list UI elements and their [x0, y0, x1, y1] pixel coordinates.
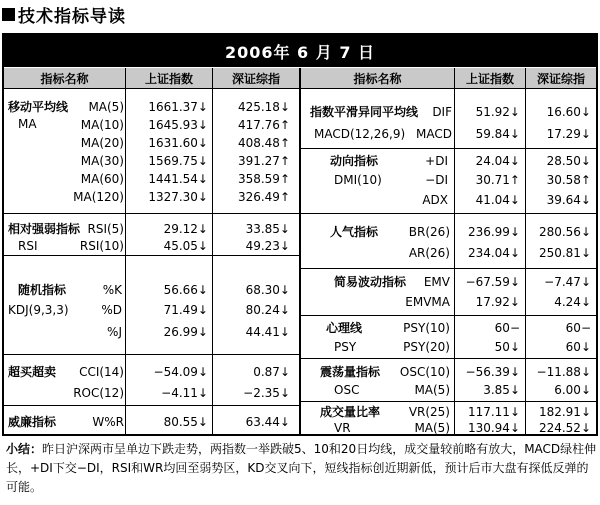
indicator-name: 威廉指标 — [8, 415, 57, 429]
grid-line — [300, 68, 301, 434]
shanghai-value: −56.39↓ — [465, 365, 520, 379]
shenzhen-value: 4.24↓ — [554, 295, 591, 309]
shenzhen-value: 6.00↓ — [554, 383, 591, 397]
shenzhen-value: 358.59↑ — [237, 172, 290, 186]
shenzhen-value: 28.50↓ — [546, 154, 591, 168]
header-indicator-name-right: 指标名称 — [301, 68, 454, 88]
shenzhen-value: 60↓ — [565, 340, 591, 354]
indicator-param: PSY(20) — [403, 340, 450, 354]
shanghai-value: 3.85↓ — [483, 383, 520, 397]
indicator-param: EMVMA — [405, 295, 450, 309]
shanghai-value: 1661.37↓ — [148, 100, 208, 114]
grid-line — [301, 213, 596, 214]
shanghai-value: 130.94↓ — [467, 421, 520, 435]
indicator-param: MA(10) — [80, 118, 124, 132]
shenzhen-value: 39.64↓ — [546, 193, 591, 207]
shanghai-value: 1645.93↓ — [148, 118, 208, 132]
shenzhen-value: 80.24↓ — [245, 303, 290, 317]
grid-line — [4, 255, 299, 256]
indicator-name: 相对强弱指标 — [8, 222, 81, 236]
shenzhen-value: 408.48↑ — [237, 136, 290, 150]
shenzhen-value: 60− — [565, 321, 591, 335]
shanghai-value: −54.09↓ — [153, 365, 208, 379]
indicator-name: 心理线 — [326, 321, 363, 335]
indicator-name: 随机指标 — [18, 283, 67, 297]
shenzhen-value: 224.52↓ — [538, 421, 591, 435]
shenzhen-value: 425.18↓ — [237, 100, 290, 114]
indicator-param: %J — [107, 325, 122, 339]
shanghai-value: 1569.75↓ — [148, 154, 208, 168]
indicator-param: %D — [101, 303, 122, 317]
shenzhen-value: 17.29↓ — [546, 127, 591, 141]
indicator-short: DMI(10) — [334, 173, 382, 187]
shenzhen-value: 44.41↓ — [245, 325, 290, 339]
shanghai-value: 51.92↓ — [475, 105, 520, 119]
shenzhen-value: 280.56↓ — [538, 225, 591, 239]
indicator-table — [2, 33, 598, 436]
shanghai-value: 59.84↓ — [475, 127, 520, 141]
indicator-name: 震荡量指标 — [320, 365, 381, 379]
grid-line — [301, 148, 596, 149]
indicator-param: RSI(10) — [79, 239, 124, 253]
indicator-param: MA(60) — [80, 172, 124, 186]
grid-line — [454, 68, 455, 434]
indicator-name: 动向指标 — [330, 154, 379, 168]
indicator-param: MA(5) — [88, 100, 124, 114]
shanghai-value: 30.71↑ — [475, 173, 520, 187]
indicator-param: DIF — [432, 105, 452, 119]
shenzhen-value: 49.23↓ — [245, 239, 290, 253]
indicator-short: VR — [334, 421, 351, 435]
shanghai-value: 56.66↓ — [163, 283, 208, 297]
title-square-icon — [2, 8, 15, 21]
indicator-param: BR(26) — [408, 225, 450, 239]
header-indicator-name-left: 指标名称 — [4, 68, 125, 88]
summary-label: 小结： — [6, 442, 43, 456]
grid-line — [301, 268, 596, 269]
shanghai-value: 80.55↓ — [163, 415, 208, 429]
shenzhen-value: 30.58↑ — [546, 173, 591, 187]
indicator-param: AR(26) — [408, 246, 450, 260]
grid-line — [125, 68, 126, 434]
indicator-param: PSY(10) — [403, 321, 450, 335]
indicator-short: PSY — [334, 340, 357, 354]
grid-line — [4, 213, 299, 214]
shanghai-value: 117.11↓ — [467, 405, 520, 419]
header-shenzhen-left: 深证综指 — [213, 68, 299, 88]
shanghai-value: −67.59↓ — [465, 275, 520, 289]
summary-paragraph — [6, 440, 598, 497]
shanghai-value: 17.92↓ — [475, 295, 520, 309]
shanghai-value: 29.12↓ — [163, 222, 208, 236]
grid-line — [4, 405, 299, 406]
indicator-param: OSC(10) — [399, 365, 450, 379]
indicator-param: −DI — [425, 173, 448, 187]
shanghai-value: 236.99↓ — [467, 225, 520, 239]
grid-line — [301, 315, 596, 316]
grid-line — [301, 358, 596, 359]
grid-line — [525, 68, 526, 434]
shenzhen-value: 33.85↓ — [245, 222, 290, 236]
shanghai-value: 234.04↓ — [467, 246, 520, 260]
indicator-name: 人气指标 — [330, 225, 379, 239]
shenzhen-value: −11.88↓ — [536, 365, 591, 379]
indicator-param: ADX — [422, 193, 448, 207]
indicator-name: 超买超卖 — [8, 365, 57, 379]
table-date: 2006年 6 月 7 日 — [4, 35, 596, 67]
header-shanghai-right: 上证指数 — [455, 68, 525, 88]
shanghai-value: 41.04↓ — [475, 193, 520, 207]
header-shanghai-left: 上证指数 — [126, 68, 212, 88]
indicator-param: EMV — [423, 275, 450, 289]
indicator-short: KDJ(9,3,3) — [8, 303, 69, 317]
shenzhen-value: 63.44↓ — [245, 415, 290, 429]
shenzhen-value: 16.60↓ — [546, 105, 591, 119]
indicator-param: CCI(14) — [79, 365, 124, 379]
indicator-name: 移动平均线 — [8, 100, 69, 114]
shenzhen-value: 250.81↓ — [538, 246, 591, 260]
page-title — [2, 1, 126, 27]
indicator-param: %K — [102, 283, 122, 297]
grid-line — [4, 354, 299, 355]
indicator-param: MA(30) — [80, 154, 124, 168]
shenzhen-value: 0.87↓ — [253, 365, 290, 379]
shanghai-value: 71.49↓ — [163, 303, 208, 317]
indicator-param: ROC(12) — [73, 386, 124, 400]
indicator-short: RSI — [18, 239, 38, 253]
page-title-text: 技术指标导读 — [18, 6, 126, 27]
shanghai-value: 1441.54↓ — [148, 172, 208, 186]
indicator-param: MA(20) — [80, 136, 124, 150]
shanghai-value: 50↓ — [494, 340, 520, 354]
indicator-param: MA(5) — [414, 421, 450, 435]
indicator-param: MA(120) — [73, 190, 124, 204]
shenzhen-value: −7.47↓ — [544, 275, 591, 289]
indicator-param: +DI — [425, 154, 448, 168]
shanghai-value: 24.04↓ — [475, 154, 520, 168]
shenzhen-value: 326.49↑ — [237, 190, 290, 204]
indicator-param: MA(5) — [414, 383, 450, 397]
shenzhen-value: 391.27↑ — [237, 154, 290, 168]
header-shenzhen-right: 深证综指 — [526, 68, 596, 88]
shenzhen-value: 182.91↓ — [538, 405, 591, 419]
indicator-name: 成交量比率 — [320, 405, 381, 419]
grid-line — [212, 68, 213, 434]
shanghai-value: −4.11↓ — [161, 386, 208, 400]
indicator-short: MA — [18, 117, 37, 131]
indicator-short: OSC — [334, 383, 360, 397]
indicator-param: VR(25) — [408, 405, 450, 419]
indicator-name: 指数平滑异同平均线 — [310, 105, 419, 119]
summary-text: 昨日沪深两市呈单边下跌走势，两指数一举跌破5、10和20日均线，成交量较前略有放大，MACD绿柱伸长，+DI下交−DI，RSI和WR均回至弱势区，KD交叉向下，短线指标创近期新低，预计后市大盘有探低反弹的可能。 — [6, 442, 597, 494]
shanghai-value: 26.99↓ — [163, 325, 208, 339]
indicator-param: RSI(5) — [87, 222, 124, 236]
shanghai-value: 45.05↓ — [163, 239, 208, 253]
shenzhen-value: 417.76↑ — [237, 118, 290, 132]
indicator-param: MACD — [416, 127, 452, 141]
indicator-param: W%R — [92, 415, 124, 429]
indicator-name: 简易波动指标 — [334, 275, 407, 289]
shenzhen-value: 68.30↓ — [245, 283, 290, 297]
shanghai-value: 60− — [494, 321, 520, 335]
shanghai-value: 1327.30↓ — [148, 190, 208, 204]
shenzhen-value: −2.35↓ — [243, 386, 290, 400]
shanghai-value: 1631.60↓ — [148, 136, 208, 150]
grid-line — [301, 401, 596, 402]
indicator-short: MACD(12,26,9) — [314, 127, 406, 141]
